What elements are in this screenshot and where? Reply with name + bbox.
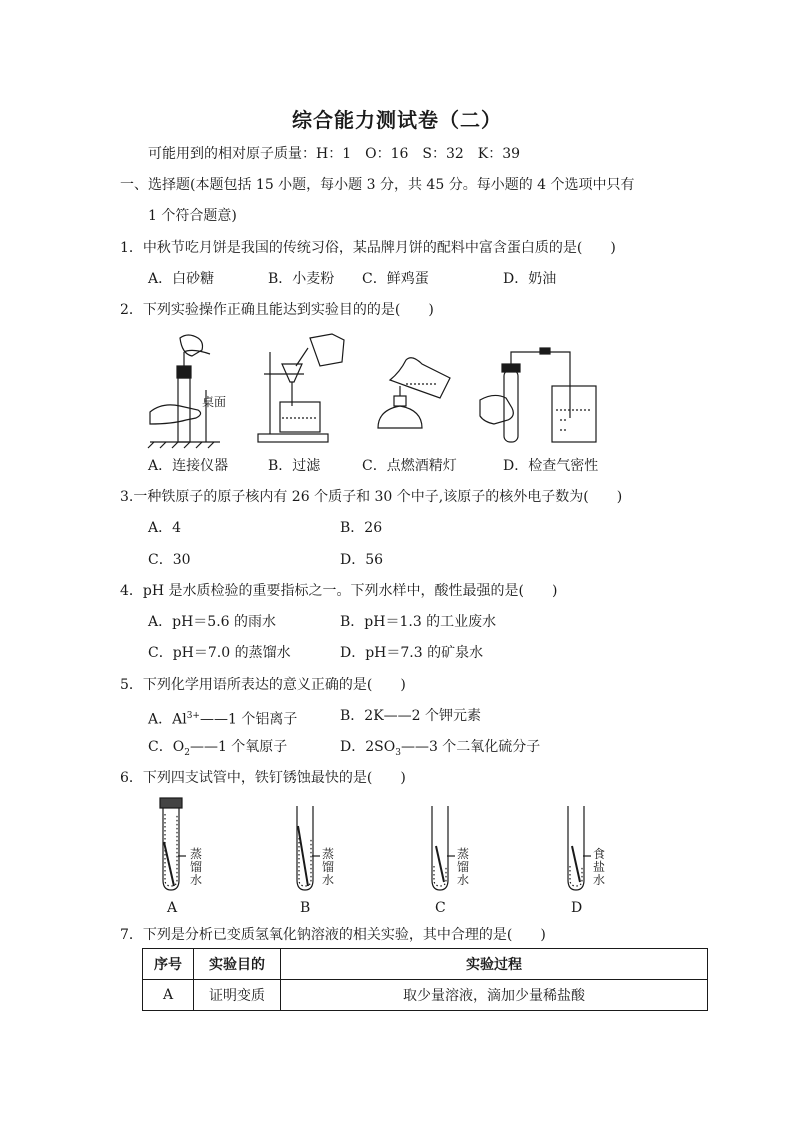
header-process: 实验过程 [281, 949, 708, 980]
q6-test-tubes-figure [140, 796, 640, 918]
q7-stem: 7．下列是分析已变质氢氧化钠溶液的相关实验，其中合理的是( ) [120, 927, 546, 943]
row-purpose: 证明变质 [194, 980, 281, 1011]
tube-d-liquid-1: 食 [593, 847, 606, 861]
row-process: 取少量溶液，滴加少量稀盐酸 [281, 980, 708, 1011]
q1-option-c: C．鲜鸡蛋 [362, 271, 429, 287]
q4-option-b: B．pH＝1.3 的工业废水 [340, 614, 497, 630]
q5-a-charge: 3+ [186, 711, 200, 721]
tube-b-liquid-2: 馏 [322, 860, 335, 874]
tube-c-liquid-3: 水 [457, 873, 470, 887]
q1-option-b: B．小麦粉 [268, 271, 335, 287]
q1-option-a: A．白砂糖 [148, 271, 215, 287]
q4-option-a: A．pH＝5.6 的雨水 [148, 614, 276, 630]
q5-option-b: B．2K——2 个钾元素 [340, 708, 482, 724]
q1-stem: 1．中秋节吃月饼是我国的传统习俗，某品牌月饼的配料中富含蛋白质的是( ) [120, 240, 616, 256]
desk-label: 桌面 [202, 395, 227, 409]
q5-d-meaning: ——3 个二氧化硫分子 [400, 739, 541, 755]
tube-d-liquid-3: 水 [593, 873, 606, 887]
header-purpose: 实验目的 [194, 949, 281, 980]
q5-a-meaning: ——1 个铝离子 [199, 711, 298, 728]
tube-b-letter: B [300, 900, 311, 916]
tube-c-liquid-2: 馏 [457, 860, 470, 874]
q4-stem: 4．pH 是水质检验的重要指标之一。下列水样中，酸性最强的是( ) [120, 583, 558, 599]
q2-stem: 2．下列实验操作正确且能达到实验目的的是( ) [120, 302, 434, 318]
tube-a-liquid-3: 水 [190, 873, 203, 887]
atomic-mass-note: 可能用到的相对原子质量：H：1 O：16 S：32 K：39 [148, 146, 521, 162]
q5-c-symbol: C．O [148, 739, 185, 755]
section-heading-line1: 一、选择题(本题包括 15 小题，每小题 3 分，共 45 分。每小题的 4 个选项中只有 [120, 177, 635, 193]
q2-apparatus-figure [140, 330, 610, 450]
tube-c-liquid-1: 蒸 [457, 847, 470, 861]
q7-experiment-table [142, 948, 708, 1011]
tube-a-liquid-1: 蒸 [190, 847, 203, 861]
row-number: A [143, 980, 194, 1011]
q3-option-d: D．56 [340, 552, 384, 568]
tube-c-letter: C [435, 900, 446, 916]
q5-a-symbol: A．Al [148, 711, 187, 728]
q5-option-a [148, 707, 297, 729]
tube-a-letter: A [167, 900, 178, 916]
q3-option-b: B．26 [340, 520, 383, 536]
q5-stem: 5．下列化学用语所表达的意义正确的是( ) [120, 677, 406, 693]
table-header-row [143, 949, 708, 980]
q3-option-a: A．4 [148, 520, 182, 536]
q6-stem: 6．下列四支试管中，铁钉锈蚀最快的是( ) [120, 770, 406, 786]
q2-option-b: B．过滤 [268, 458, 321, 474]
tube-b-liquid-3: 水 [322, 873, 335, 887]
q2-option-d: D．检查气密性 [503, 458, 599, 474]
header-number: 序号 [143, 949, 194, 980]
q4-option-d: D．pH＝7.3 的矿泉水 [340, 645, 484, 661]
q5-c-meaning: ——1 个氧原子 [189, 739, 288, 755]
tube-a-liquid-2: 馏 [190, 860, 203, 874]
q1-option-d: D．奶油 [503, 271, 557, 287]
q5-option-d [340, 738, 540, 762]
q2-option-c: C．点燃酒精灯 [362, 458, 457, 474]
q5-c-subscript: 2 [184, 747, 190, 758]
q3-stem: 3.一种铁原子的原子核内有 26 个质子和 30 个中子,该原子的核外电子数为( ) [120, 489, 623, 505]
tube-d-letter: D [571, 900, 583, 916]
q4-option-c: C．pH＝7.0 的蒸馏水 [148, 645, 291, 661]
q2-option-a: A．连接仪器 [148, 458, 229, 474]
q3-option-c: C．30 [148, 552, 191, 568]
section-heading-line2: 1 个符合题意) [148, 208, 237, 224]
tube-d-liquid-2: 盐 [593, 860, 606, 874]
q5-d-symbol: D．2SO [340, 739, 396, 755]
table-row [143, 980, 708, 1011]
page-title: 综合能力测试卷（二） [292, 108, 502, 132]
q5-option-c [148, 738, 287, 762]
q5-d-subscript: 3 [395, 747, 401, 758]
tube-b-liquid-1: 蒸 [322, 847, 335, 861]
